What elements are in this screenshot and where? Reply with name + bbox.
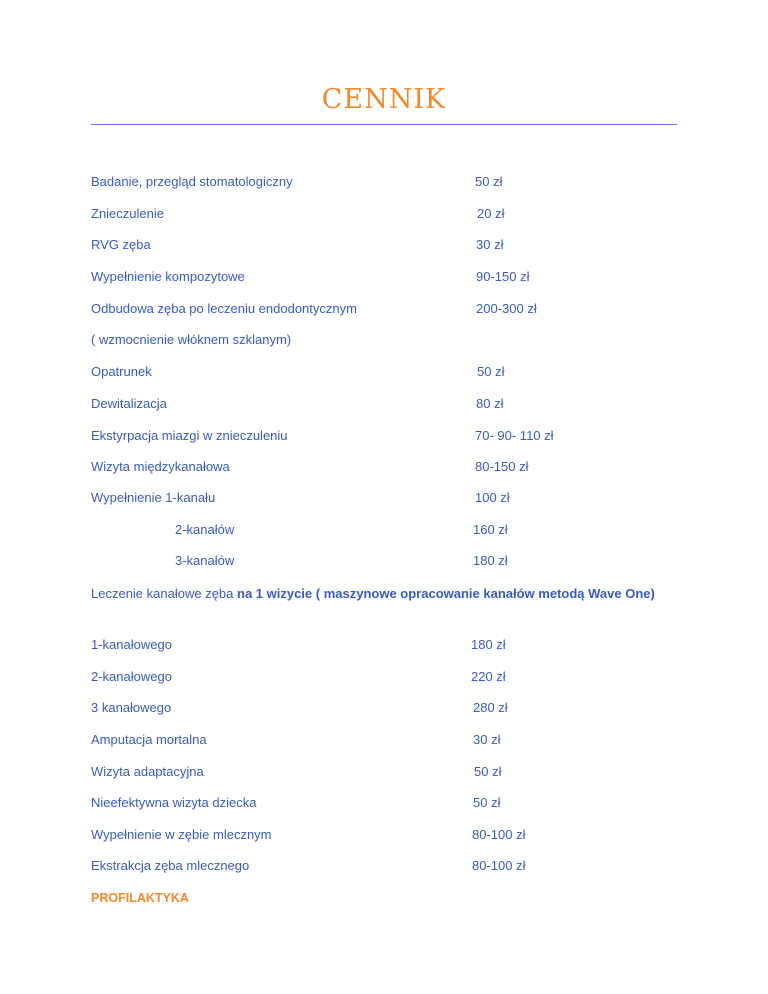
service-label: Dewitalizacja [91,396,167,411]
note-text: Leczenie kanałowe zęba [91,586,237,601]
price-row [91,732,677,752]
service-price: 180 zł [471,637,506,652]
service-price: 80-100 zł [472,827,526,842]
price-row [91,301,677,321]
price-row [91,522,677,542]
price-row [91,700,677,720]
price-row [91,637,677,657]
service-label: 1-kanałowego [91,637,172,652]
page-title: CENNIK [321,84,447,115]
price-row [91,396,677,416]
service-price: 80 zł [476,396,504,411]
service-price: 30 zł [473,732,501,747]
service-price: 90-150 zł [476,269,530,284]
service-label: Wypełnienie 1-kanału [91,490,216,505]
price-row [91,490,677,510]
service-label: Amputacja mortalna [91,732,207,747]
service-price: 80-100 zł [472,858,526,873]
price-row [91,332,677,352]
title-underline [91,124,677,125]
price-row [91,795,677,815]
service-label: Opatrunek [91,364,152,379]
service-price: 100 zł [475,490,510,505]
service-price: 220 zł [471,669,506,684]
service-label: Badanie, przegląd stomatologiczny [91,174,293,189]
price-row [91,206,677,226]
service-price: 50 zł [473,795,501,810]
service-label: Ekstyrpacja miazgi w znieczuleniu [91,428,288,443]
price-row [91,553,677,573]
service-price: 50 zł [475,174,503,189]
service-label: RVG zęba [91,237,151,252]
service-label: 2-kanałowego [91,669,172,684]
price-row [91,764,677,784]
service-label: Ekstrakcja zęba mlecznego [91,858,250,873]
service-label: Wypełnienie kompozytowe [91,269,245,284]
service-price: 20 zł [477,206,505,221]
service-label: Znieczulenie [91,206,164,221]
service-label: Wypełnienie w zębie mlecznym [91,827,272,842]
price-row [91,428,677,448]
service-price: 200-300 zł [476,301,537,316]
service-price: 30 zł [476,237,504,252]
note-bold-text: na 1 wizycie ( maszynowe opracowanie kanałów metodą Wave One) [237,586,655,601]
price-row [91,364,677,384]
price-row [91,174,677,194]
service-price: 80-150 zł [475,459,529,474]
service-label: Wizyta międzykanałowa [91,459,230,474]
price-row [91,669,677,689]
service-label: Wizyta adaptacyjna [91,764,204,779]
price-row [91,269,677,289]
service-label: Nieefektywna wizyta dziecka [91,795,257,810]
service-label: 2-kanałów [175,522,235,537]
price-row [91,827,677,847]
price-row [91,237,677,257]
service-label: ( wzmocnienie włóknem szklanym) [91,332,292,347]
service-label: 3-kanałów [175,553,235,568]
service-price: 280 zł [473,700,508,715]
service-label: Odbudowa zęba po leczeniu endodontycznym [91,301,357,316]
service-price: 180 zł [473,553,508,568]
service-price: 50 zł [474,764,502,779]
price-row [91,858,677,878]
section-heading-profilaktyka: PROFILAKTYKA [91,891,189,905]
service-price: 160 zł [473,522,508,537]
service-label: 3 kanałowego [91,700,172,715]
one-visit-note [91,584,671,604]
service-price: 70- 90- 110 zł [475,428,554,443]
service-price: 50 zł [477,364,505,379]
price-row [91,459,677,479]
